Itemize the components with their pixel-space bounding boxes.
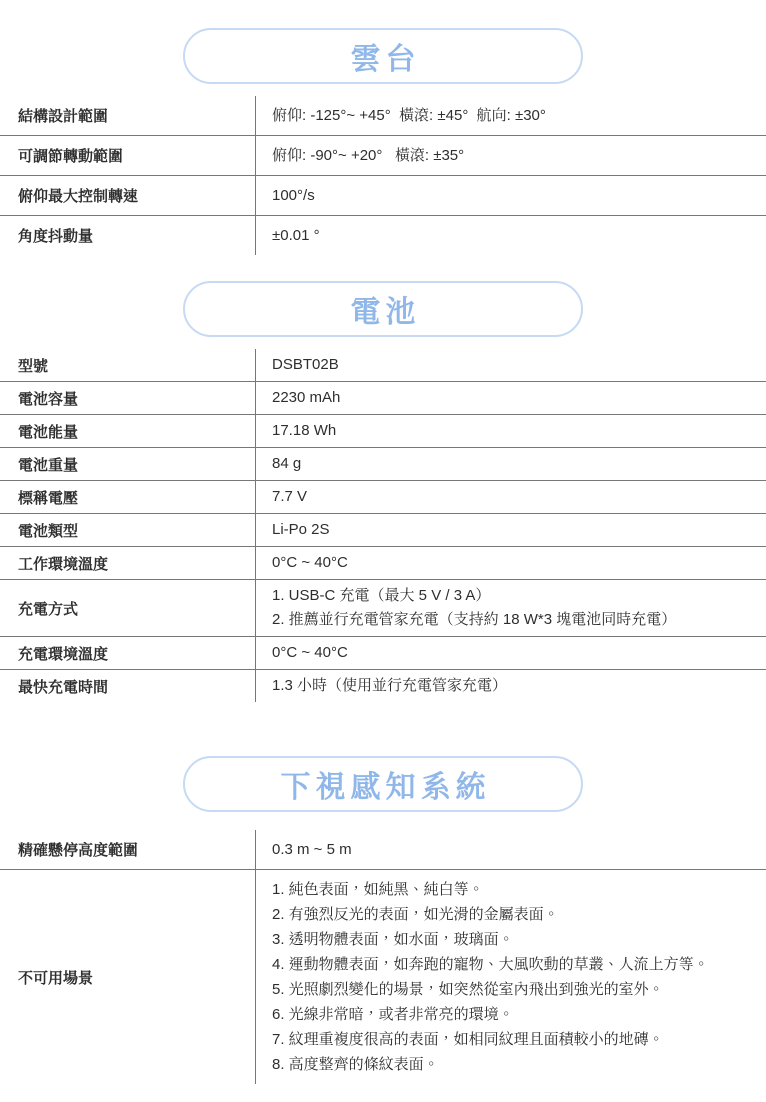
spec-table [0, 349, 766, 702]
section-header-pill [183, 28, 583, 84]
spec-section [0, 756, 766, 1084]
row-label: 電池重量 [0, 448, 256, 480]
value-line: 100°/s [272, 187, 315, 204]
value-line: 0°C ~ 40°C [272, 644, 348, 661]
row-value [256, 514, 766, 546]
row-label: 角度抖動量 [0, 216, 256, 255]
spec-row [0, 830, 766, 870]
row-label: 型號 [0, 349, 256, 381]
value-line: 俯仰: -90°~ +20° 橫滾: ±35° [272, 147, 465, 164]
spec-row [0, 96, 766, 136]
value-line: 1. 純色表面，如純黑、純白等。 [272, 881, 484, 898]
spec-row [0, 637, 766, 670]
value-line: 84 g [272, 455, 302, 472]
row-value [256, 580, 766, 636]
spec-row [0, 349, 766, 382]
row-label: 不可用場景 [0, 870, 256, 1084]
row-value [256, 547, 766, 579]
spec-row [0, 547, 766, 580]
section-header-pill [183, 756, 583, 812]
value-line: 1.3 小時（使用並行充電管家充電） [272, 677, 508, 694]
spec-row [0, 415, 766, 448]
row-label: 電池能量 [0, 415, 256, 447]
row-value [256, 136, 766, 175]
section-title: 雲台 [350, 43, 421, 76]
value-line: DSBT02B [272, 356, 339, 373]
row-label: 可調節轉動範圍 [0, 136, 256, 175]
section-title: 電池 [350, 296, 421, 329]
row-label: 結構設計範圍 [0, 96, 256, 135]
section-header-pill [183, 281, 583, 337]
value-line: 17.18 Wh [272, 422, 337, 439]
spec-row [0, 670, 766, 702]
value-line: 5. 光照劇烈變化的場景，如突然從室內飛出到強光的室外。 [272, 981, 664, 998]
spec-row [0, 382, 766, 415]
row-value [256, 216, 766, 255]
row-label: 電池類型 [0, 514, 256, 546]
value-line: Li-Po 2S [272, 521, 330, 538]
spec-row [0, 448, 766, 481]
value-line: 8. 高度整齊的條紋表面。 [272, 1056, 439, 1073]
value-line: 7.7 V [272, 488, 308, 505]
row-label: 電池容量 [0, 382, 256, 414]
row-value [256, 870, 766, 1084]
row-label: 標稱電壓 [0, 481, 256, 513]
row-value [256, 96, 766, 135]
row-label: 充電方式 [0, 580, 256, 636]
value-line: 4. 運動物體表面，如奔跑的寵物、大風吹動的草叢、人流上方等。 [272, 956, 709, 973]
spec-row [0, 481, 766, 514]
spec-table [0, 96, 766, 255]
row-value [256, 415, 766, 447]
value-line: 俯仰: -125°~ +45° 橫滾: ±45° 航向: ±30° [272, 107, 546, 124]
row-label: 精確懸停高度範圍 [0, 830, 256, 869]
value-line: 6. 光線非常暗，或者非常亮的環境。 [272, 1006, 514, 1023]
row-value [256, 830, 766, 869]
value-line: ±0.01 ° [272, 227, 320, 244]
value-line: 2. 推薦並行充電管家充電（支持約 18 W*3 塊電池同時充電） [272, 611, 677, 628]
row-value [256, 637, 766, 669]
row-label: 俯仰最大控制轉速 [0, 176, 256, 215]
spec-section [0, 281, 766, 702]
row-value [256, 349, 766, 381]
row-value [256, 481, 766, 513]
spec-row [0, 514, 766, 547]
row-label: 充電環境溫度 [0, 637, 256, 669]
spec-row [0, 580, 766, 637]
spec-section [0, 28, 766, 255]
spec-row [0, 216, 766, 255]
value-line: 3. 透明物體表面，如水面，玻璃面。 [272, 931, 514, 948]
spec-table [0, 830, 766, 1084]
row-value [256, 670, 766, 702]
spec-row [0, 136, 766, 176]
spec-row [0, 176, 766, 216]
value-line: 0.3 m ~ 5 m [272, 841, 352, 858]
row-value [256, 382, 766, 414]
section-title: 下視感知系統 [280, 771, 491, 804]
value-line: 0°C ~ 40°C [272, 554, 348, 571]
value-line: 7. 紋理重複度很高的表面，如相同紋理且面積較小的地磚。 [272, 1031, 664, 1048]
value-line: 1. USB-C 充電（最大 5 V / 3 A） [272, 587, 491, 604]
row-value [256, 176, 766, 215]
row-label: 工作環境溫度 [0, 547, 256, 579]
value-line: 2. 有強烈反光的表面，如光滑的金屬表面。 [272, 906, 559, 923]
value-line: 2230 mAh [272, 389, 341, 406]
row-value [256, 448, 766, 480]
row-label: 最快充電時間 [0, 670, 256, 702]
spec-row [0, 870, 766, 1084]
